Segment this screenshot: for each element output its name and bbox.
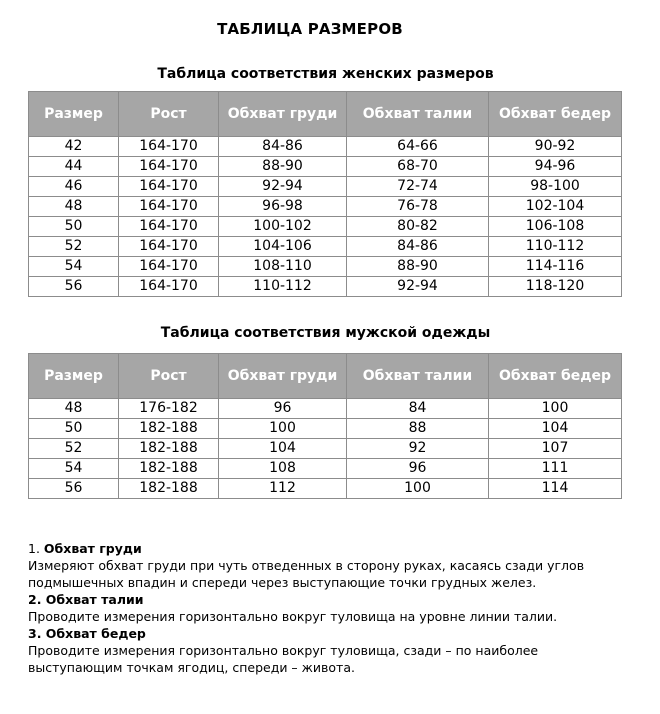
cell-chest: 96 <box>219 399 347 419</box>
cell-height: 182-188 <box>119 419 219 439</box>
cell-height: 164-170 <box>119 177 219 197</box>
note-chest-title: Обхват груди <box>43 541 142 556</box>
table-header-row <box>29 92 622 137</box>
cell-height: 164-170 <box>119 257 219 277</box>
cell-height: 176-182 <box>119 399 219 419</box>
cell-waist: 88 <box>347 419 489 439</box>
header-size: Размер <box>29 92 119 137</box>
cell-chest: 108-110 <box>219 257 347 277</box>
cell-hips: 100 <box>489 399 622 419</box>
header-hips: Обхват бедер <box>489 92 622 137</box>
cell-hips: 106-108 <box>489 217 622 237</box>
cell-chest: 108 <box>219 459 347 479</box>
cell-size: 44 <box>29 157 119 177</box>
cell-height: 164-170 <box>119 197 219 217</box>
cell-chest: 96-98 <box>219 197 347 217</box>
note-waist-title: 2. Обхват талии <box>28 592 144 607</box>
table-row <box>29 419 622 439</box>
cell-hips: 110-112 <box>489 237 622 257</box>
women-table-title: Таблица соответствия женских размеров <box>157 66 494 82</box>
table-header-row <box>29 354 622 399</box>
cell-waist: 84-86 <box>347 237 489 257</box>
cell-size: 54 <box>29 257 119 277</box>
cell-height: 164-170 <box>119 157 219 177</box>
cell-hips: 118-120 <box>489 277 622 297</box>
cell-hips: 90-92 <box>489 137 622 157</box>
cell-waist: 76-78 <box>347 197 489 217</box>
cell-size: 46 <box>29 177 119 197</box>
header-waist: Обхват талии <box>347 354 489 399</box>
header-height: Рост <box>119 92 219 137</box>
cell-size: 52 <box>29 439 119 459</box>
cell-size: 48 <box>29 197 119 217</box>
women-size-table <box>28 91 622 297</box>
header-waist: Обхват талии <box>347 92 489 137</box>
cell-waist: 92-94 <box>347 277 489 297</box>
cell-size: 42 <box>29 137 119 157</box>
cell-waist: 84 <box>347 399 489 419</box>
cell-waist: 72-74 <box>347 177 489 197</box>
cell-hips: 114-116 <box>489 257 622 277</box>
men-table-title: Таблица соответствия мужской одежды <box>160 325 491 341</box>
table-row <box>29 459 622 479</box>
header-hips: Обхват бедер <box>489 354 622 399</box>
cell-waist: 80-82 <box>347 217 489 237</box>
cell-hips: 104 <box>489 419 622 439</box>
note-hips-heading <box>28 625 628 642</box>
cell-height: 182-188 <box>119 479 219 499</box>
cell-chest: 88-90 <box>219 157 347 177</box>
table-row <box>29 217 622 237</box>
cell-waist: 100 <box>347 479 489 499</box>
measurement-notes <box>28 540 628 676</box>
table-row <box>29 237 622 257</box>
note-hips-text: Проводите измерения горизонтально вокруг туловища, сзади – по наиболее выступающим точкам ягодиц, спереди – живота. <box>28 643 539 675</box>
cell-size: 56 <box>29 479 119 499</box>
header-height: Рост <box>119 354 219 399</box>
note-chest-number: 1. <box>28 541 40 556</box>
cell-chest: 84-86 <box>219 137 347 157</box>
cell-height: 164-170 <box>119 277 219 297</box>
cell-height: 182-188 <box>119 439 219 459</box>
cell-chest: 100-102 <box>219 217 347 237</box>
table-row <box>29 177 622 197</box>
note-waist-text: Проводите измерения горизонтально вокруг туловища на уровне линии талии. <box>28 609 558 624</box>
cell-hips: 98-100 <box>489 177 622 197</box>
cell-waist: 68-70 <box>347 157 489 177</box>
cell-hips: 102-104 <box>489 197 622 217</box>
cell-size: 52 <box>29 237 119 257</box>
table-row <box>29 277 622 297</box>
cell-hips: 114 <box>489 479 622 499</box>
note-waist-heading <box>28 591 628 608</box>
cell-hips: 94-96 <box>489 157 622 177</box>
cell-waist: 64-66 <box>347 137 489 157</box>
cell-chest: 112 <box>219 479 347 499</box>
cell-size: 54 <box>29 459 119 479</box>
table-row <box>29 157 622 177</box>
table-row <box>29 257 622 277</box>
cell-height: 164-170 <box>119 137 219 157</box>
header-chest: Обхват груди <box>219 92 347 137</box>
table-row <box>29 439 622 459</box>
cell-height: 164-170 <box>119 217 219 237</box>
cell-hips: 107 <box>489 439 622 459</box>
cell-chest: 100 <box>219 419 347 439</box>
table-row <box>29 479 622 499</box>
cell-chest: 92-94 <box>219 177 347 197</box>
table-row <box>29 197 622 217</box>
note-chest-text: Измеряют обхват груди при чуть отведенных в сторону руках, касаясь сзади углов подмышечных впадин и спереди через выступающие точки грудных желез. <box>28 558 585 590</box>
table-row <box>29 137 622 157</box>
note-chest-heading <box>28 540 628 557</box>
header-chest: Обхват груди <box>219 354 347 399</box>
cell-waist: 92 <box>347 439 489 459</box>
header-size: Размер <box>29 354 119 399</box>
cell-hips: 111 <box>489 459 622 479</box>
cell-size: 50 <box>29 217 119 237</box>
cell-size: 50 <box>29 419 119 439</box>
cell-size: 56 <box>29 277 119 297</box>
cell-height: 182-188 <box>119 459 219 479</box>
cell-chest: 104 <box>219 439 347 459</box>
cell-chest: 110-112 <box>219 277 347 297</box>
cell-waist: 96 <box>347 459 489 479</box>
men-size-table <box>28 353 622 499</box>
cell-height: 164-170 <box>119 237 219 257</box>
table-row <box>29 399 622 419</box>
note-hips-title: 3. Обхват бедер <box>28 626 146 641</box>
cell-size: 48 <box>29 399 119 419</box>
page-title: ТАБЛИЦА РАЗМЕРОВ <box>217 20 403 38</box>
cell-waist: 88-90 <box>347 257 489 277</box>
cell-chest: 104-106 <box>219 237 347 257</box>
